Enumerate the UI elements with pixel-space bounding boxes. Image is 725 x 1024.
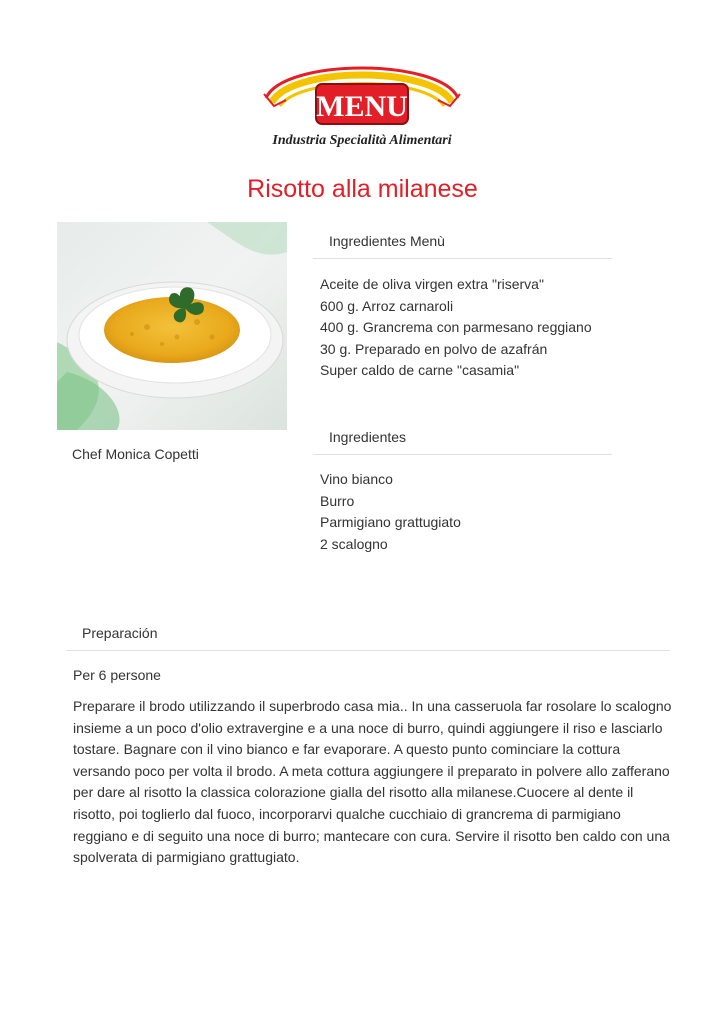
preparation-heading: Preparación: [82, 625, 158, 641]
servings: Per 6 persone: [73, 667, 161, 683]
menu-ingredients-list: [320, 274, 592, 382]
divider: [313, 454, 612, 455]
ingredients-heading: Ingredientes: [329, 429, 407, 445]
logo-text: MENU: [316, 90, 408, 123]
recipe-title: Risotto alla milanese: [247, 174, 478, 203]
dish-photo: [57, 222, 287, 430]
divider: [313, 258, 612, 259]
divider: [66, 650, 670, 651]
logo-tagline: Industria Specialità Alimentari: [272, 133, 452, 148]
list-item: 30 g. Preparado en polvo de azafrán: [320, 340, 548, 357]
chef-name: Chef Monica Copetti: [72, 446, 199, 462]
list-item: 600 g. Arroz carnaroli: [320, 297, 454, 314]
preparation-text: Preparare il brodo utilizzando il superbrodo casa mia.. In una casseruola far rosolare lo scalogno insieme a un poco d'olio extravergine e a una noce di burro, quindi aggiungere il riso e lasciarlo tostare. Bagnare con il vino bianco e far evaporare. A questo punto cominciare la cottura versando poco per volta il brodo. A meta cottura aggiungere il preparato in polvere allo zafferano per dare al risotto la classica colorazione gialla del risotto alla milanese.Cuocere al dente il risotto, poi toglierlo dal fuoco, incorporarvi qualche cucchiaio di grancrema di parmigiano reggiano e di seguito una noce di burro; mantecare con cura. Servire il risotto ben caldo con una spolverata di parmigiano grattugiato.: [73, 698, 672, 866]
list-item: Vino bianco: [320, 471, 393, 487]
list-item: 400 g. Grancrema con parmesano reggiano: [320, 319, 592, 335]
menu-logo: [258, 50, 466, 150]
list-item: Parmigiano grattugiato: [320, 514, 461, 530]
ingredients-list: [320, 469, 461, 555]
list-item: Super caldo de carne "casamia": [320, 362, 520, 378]
menu-ingredients-heading: Ingredientes Menù: [329, 233, 445, 249]
list-item: 2 scalogno: [320, 535, 388, 552]
list-item: Burro: [320, 492, 355, 509]
list-item: Aceite de oliva virgen extra "riserva": [320, 276, 544, 292]
